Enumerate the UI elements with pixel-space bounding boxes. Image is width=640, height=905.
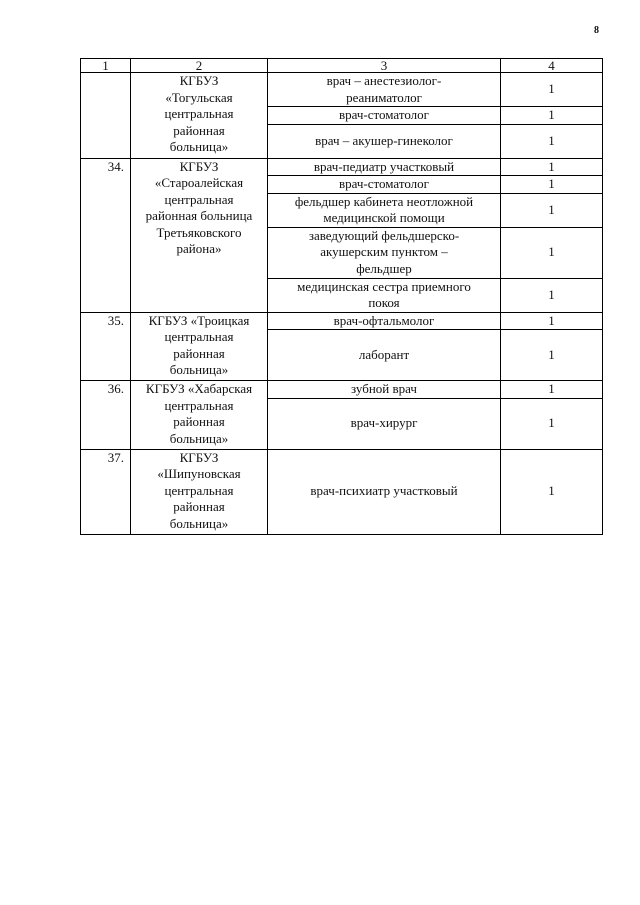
position-quantity: 1 (501, 278, 603, 312)
table-row (81, 449, 603, 534)
organization-name-line: центральная (164, 397, 234, 413)
table-row (81, 312, 603, 330)
position-quantity: 1 (501, 449, 603, 534)
organization-name-line: больница» (169, 362, 229, 377)
position-name (268, 449, 501, 534)
position-quantity: 1 (501, 73, 603, 107)
row-number (81, 73, 131, 159)
row-number: 35. (81, 312, 131, 381)
position-name (268, 124, 501, 158)
table-row (81, 73, 603, 107)
row-number: 34. (81, 158, 131, 312)
position-name-line: врач-психиатр участковый (310, 483, 458, 499)
organization-name-line: «Тогульская (165, 89, 233, 105)
position-name-line: заведующий фельдшерско- (308, 227, 460, 243)
position-name (268, 312, 501, 330)
organization-name-line: Третьяковского (156, 224, 242, 240)
organization-name-line: центральная (164, 329, 234, 344)
organization-name-line: центральная (164, 106, 234, 121)
position-quantity: 1 (501, 330, 603, 381)
organization-name-line: районная больница (145, 208, 253, 223)
position-name-line: медицинская сестра приемного (297, 278, 471, 294)
position-name (268, 330, 501, 381)
organization-name-line: КГБУЗ «Хабарская (145, 381, 253, 396)
position-quantity: 1 (501, 227, 603, 278)
position-name-line: зубной врач (351, 381, 417, 396)
position-name-line: фельдшер кабинета неотложной (294, 193, 474, 209)
position-quantity: 1 (501, 312, 603, 330)
position-name-line: фельдшер (356, 260, 412, 276)
organization-name (131, 312, 268, 381)
position-quantity: 1 (501, 193, 603, 227)
page-number: 8 (594, 25, 599, 36)
table-row (81, 158, 603, 176)
organization-name-line: больница» (169, 430, 229, 446)
organization-name (131, 73, 268, 159)
header-cell-3: 3 (268, 59, 501, 73)
organization-name (131, 158, 268, 312)
table-row (81, 381, 603, 399)
position-quantity: 1 (501, 176, 603, 194)
row-number: 37. (81, 449, 131, 534)
table-header-row (81, 59, 603, 73)
organization-name-line: районная (173, 499, 225, 514)
position-name (268, 381, 501, 399)
position-name (268, 176, 501, 194)
position-name-line: врач-педиатр участковый (313, 158, 455, 174)
position-name-line: врач-стоматолог (338, 176, 430, 191)
position-name (268, 227, 501, 278)
position-name-line: реаниматолог (346, 89, 422, 105)
organization-name-line: КГБУЗ (179, 449, 219, 465)
organization-name-line: больница» (169, 515, 229, 531)
position-name-line: врач-хирург (350, 415, 418, 431)
organization-name-line: КГБУЗ (179, 158, 219, 174)
position-quantity: 1 (501, 124, 603, 158)
header-cell-2: 2 (131, 59, 268, 73)
position-name (268, 398, 501, 449)
position-name-line: врач-офтальмолог (333, 312, 435, 328)
organization-name (131, 449, 268, 534)
position-name-line: врач – акушер-гинеколог (315, 132, 453, 148)
organization-name-line: районная (173, 122, 225, 138)
position-name (268, 73, 501, 107)
position-quantity: 1 (501, 107, 603, 125)
position-name-line: акушерским пунктом – (320, 244, 448, 260)
organization-name-line: района» (176, 241, 222, 256)
organization-name-line: центральная (164, 191, 234, 207)
organization-name-line: районная (173, 345, 225, 361)
position-name-line: лаборант (358, 346, 410, 362)
organization-name-line: районная (173, 414, 225, 429)
organization-name-line: «Староалейская (154, 175, 244, 190)
organization-name (131, 381, 268, 450)
organization-name-line: «Шипуновская (157, 466, 241, 481)
header-cell-4: 4 (501, 59, 603, 73)
position-name-line: медицинской помощи (323, 210, 445, 225)
position-name (268, 107, 501, 125)
organization-name-line: больница» (169, 139, 229, 154)
position-quantity: 1 (501, 398, 603, 449)
position-name (268, 158, 501, 176)
position-name-line: врач-стоматолог (338, 107, 430, 122)
row-number: 36. (81, 381, 131, 450)
position-quantity: 1 (501, 381, 603, 399)
position-name-line: покоя (368, 295, 400, 310)
position-name-line: врач – анестезиолог- (326, 73, 442, 88)
organization-name-line: центральная (164, 482, 234, 498)
position-name (268, 193, 501, 227)
position-quantity: 1 (501, 158, 603, 176)
staffing-table (80, 58, 603, 535)
header-cell-1: 1 (81, 59, 131, 73)
organization-name-line: КГБУЗ «Троицкая (148, 312, 250, 328)
organization-name-line: КГБУЗ (179, 73, 219, 88)
position-name (268, 278, 501, 312)
